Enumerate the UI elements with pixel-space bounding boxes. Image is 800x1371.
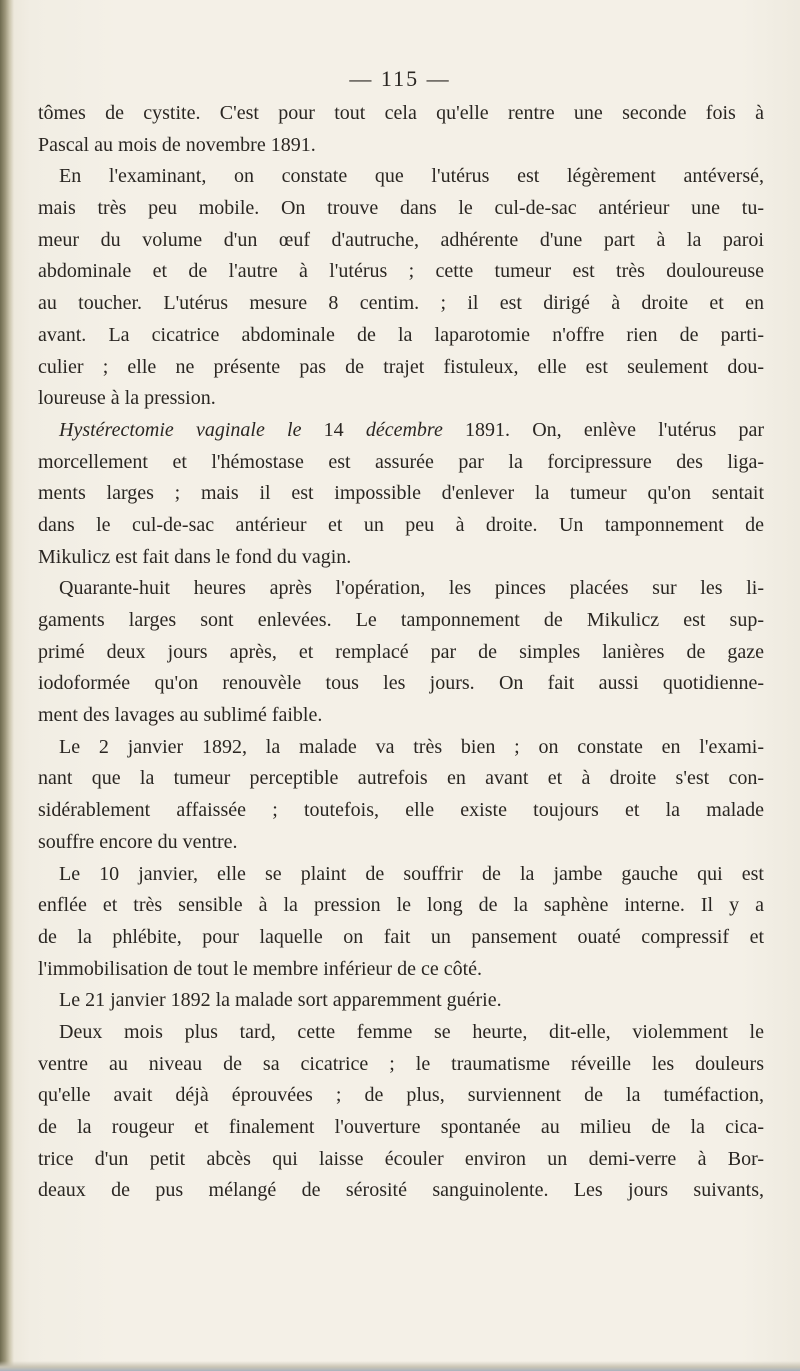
text-line: Le 2 janvier 1892, la malade va très bien ; on constate en l'exami- xyxy=(59,735,764,758)
page-spine-edge xyxy=(0,0,14,1371)
text-line: primé deux jours après, et remplacé par de simples lanières de gaze xyxy=(38,640,764,663)
text-line: mais très peu mobile. On trouve dans le cul-de-sac antérieur une tu- xyxy=(38,197,764,220)
text-line: trice d'un petit abcès qui laisse écouler environ un demi-verre à Bor- xyxy=(38,1147,764,1170)
italic-heading: Hystérectomie vaginale le xyxy=(59,418,302,441)
body-text xyxy=(38,98,764,1207)
page-number: — 115 — xyxy=(349,66,451,91)
text-line: l'immobilisation de tout le membre inférieur de ce côté. xyxy=(38,957,483,980)
text-line: enflée et très sensible à la pression le long de la saphène interne. Il y a xyxy=(38,894,764,917)
text-line: qu'elle avait déjà éprouvées ; de plus, surviennent de la tuméfaction, xyxy=(38,1084,764,1107)
text-line: deaux de pus mélangé de sérosité sanguinolente. Les jours suivants, xyxy=(38,1179,764,1202)
text-line: Le 21 janvier 1892 la malade sort apparemment guérie. xyxy=(59,989,502,1012)
heading-continuation: 14 décembre 1891. On, enlève l'utérus par xyxy=(301,418,764,441)
text-line: avant. La cicatrice abdominale de la laparotomie n'offre rien de parti- xyxy=(38,323,764,346)
text-line: Le 10 janvier, elle se plaint de souffrir de la jambe gauche qui est xyxy=(59,862,764,885)
text-line: de la rougeur et finalement l'ouverture spontanée au milieu de la cica- xyxy=(38,1116,764,1138)
text-line: meur du volume d'un œuf d'autruche, adhérente d'une part à la paroi xyxy=(38,228,764,251)
text-line: de la phlébite, pour laquelle on fait un pansement ouaté compressif et xyxy=(38,925,764,948)
text-line: sidérablement affaissée ; toutefois, elle existe toujours et la malade xyxy=(38,799,764,822)
text-line: ventre au niveau de sa cicatrice ; le traumatisme réveille les douleurs xyxy=(38,1052,764,1075)
text-line: Deux mois plus tard, cette femme se heurte, dit-elle, violemment le xyxy=(59,1020,764,1043)
text-line: Pascal au mois de novembre 1891. xyxy=(38,133,316,156)
text-line: loureuse à la pression. xyxy=(38,387,216,410)
text-line: morcellement et l'hémostase est assurée par la forcipressure des liga- xyxy=(38,450,764,473)
text-line: culier ; elle ne présente pas de trajet fistuleux, elle est seulement dou- xyxy=(38,355,764,378)
text-line: iodoformée qu'on renouvèle tous les jours. On fait aussi quotidienne- xyxy=(38,672,764,695)
text-line: ment des lavages au sublimé faible. xyxy=(38,704,323,727)
text-line: souffre encore du ventre. xyxy=(38,830,238,853)
text-line: dans le cul-de-sac antérieur et un peu à droite. Un tamponnement de xyxy=(38,513,764,536)
text-line: abdominale et de l'autre à l'utérus ; cette tumeur est très douloureuse xyxy=(38,260,764,283)
italic-word: décembre xyxy=(365,418,443,441)
text-line: tômes de cystite. C'est pour tout cela qu'elle rentre une seconde fois à xyxy=(38,102,764,124)
text-line: Mikulicz est fait dans le fond du vagin. xyxy=(38,545,352,568)
text-line: ments larges ; mais il est impossible d'enlever la tumeur qu'on sentait xyxy=(38,482,764,505)
text-line-with-italic-heading xyxy=(38,415,764,447)
text-line: gaments larges sont enlevées. Le tamponnement de Mikulicz est sup- xyxy=(38,609,764,631)
text-line: Quarante-huit heures après l'opération, les pinces placées sur les li- xyxy=(59,577,764,600)
text-line: au toucher. L'utérus mesure 8 centim. ; il est dirigé à droite et en xyxy=(38,292,764,315)
text-line: nant que la tumeur perceptible autrefois en avant et à droite s'est con- xyxy=(38,767,764,790)
page-bottom-edge xyxy=(0,1361,800,1371)
text-line: En l'examinant, on constate que l'utérus est légèrement antéversé, xyxy=(59,165,764,188)
